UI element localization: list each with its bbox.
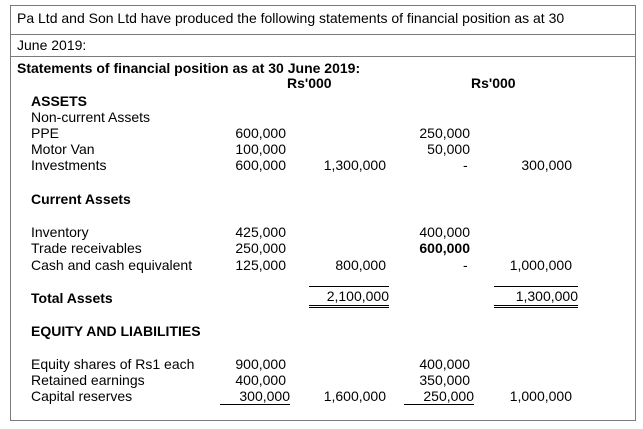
pa-value: 900,000 [235, 356, 286, 372]
row-divider [10, 56, 636, 57]
row-divider [10, 34, 636, 35]
pa-subtotal: 1,300,000 [323, 157, 386, 173]
row-label: PPE [31, 125, 60, 141]
son-value: - [463, 157, 468, 173]
son-value: 600,000 [419, 240, 470, 256]
intro-line-1: Pa Ltd and Son Ltd have produced the following statements of financial position as at 30 [17, 10, 565, 26]
son-value: 400,000 [419, 224, 470, 240]
column-header-son: Rs'000 [471, 75, 516, 91]
row-label: Retained earnings [31, 372, 145, 388]
pa-value: 125,000 [235, 257, 286, 273]
pa-value: 100,000 [235, 141, 286, 157]
current-assets-heading: Current Assets [31, 191, 131, 207]
pa-value: 300,000 [220, 388, 290, 405]
pa-value: 400,000 [235, 372, 286, 388]
total-rule-top [309, 286, 389, 287]
non-current-heading: Non-current Assets [31, 109, 151, 125]
son-value: 250,000 [419, 125, 470, 141]
son-value: - [463, 257, 468, 273]
pa-subtotal: 800,000 [335, 257, 386, 273]
pa-value: 250,000 [235, 240, 286, 256]
son-value: 250,000 [404, 388, 474, 405]
equity-liabilities-heading: EQUITY AND LIABILITIES [31, 323, 201, 339]
son-subtotal: 1,000,000 [509, 388, 572, 404]
column-header-pa: Rs'000 [287, 75, 332, 91]
intro-line-2: June 2019: [17, 37, 87, 53]
row-label: Capital reserves [31, 388, 133, 404]
son-subtotal: 1,000,000 [509, 257, 572, 273]
row-label: Inventory [31, 224, 89, 240]
row-label: Equity shares of Rs1 each [31, 356, 195, 372]
row-label: Cash and cash equivalent [31, 257, 193, 273]
pa-value: 600,000 [235, 157, 286, 173]
son-subtotal: 300,000 [521, 157, 572, 173]
son-value: 50,000 [427, 141, 470, 157]
pa-value: 425,000 [235, 224, 286, 240]
total-assets-son: 1,300,000 [494, 288, 578, 308]
statement-title: Statements of financial position as at 30 June 2019: [17, 60, 361, 76]
total-rule-top [494, 286, 578, 287]
pa-subtotal: 1,600,000 [323, 388, 386, 404]
total-assets-label: Total Assets [31, 290, 113, 306]
row-label: Motor Van [31, 141, 95, 157]
son-value: 400,000 [419, 356, 470, 372]
son-value: 350,000 [419, 372, 470, 388]
assets-heading: ASSETS [31, 93, 88, 109]
pa-value: 600,000 [235, 125, 286, 141]
row-label: Investments [31, 157, 107, 173]
row-label: Trade receivables [31, 240, 142, 256]
total-assets-pa: 2,100,000 [309, 288, 389, 308]
